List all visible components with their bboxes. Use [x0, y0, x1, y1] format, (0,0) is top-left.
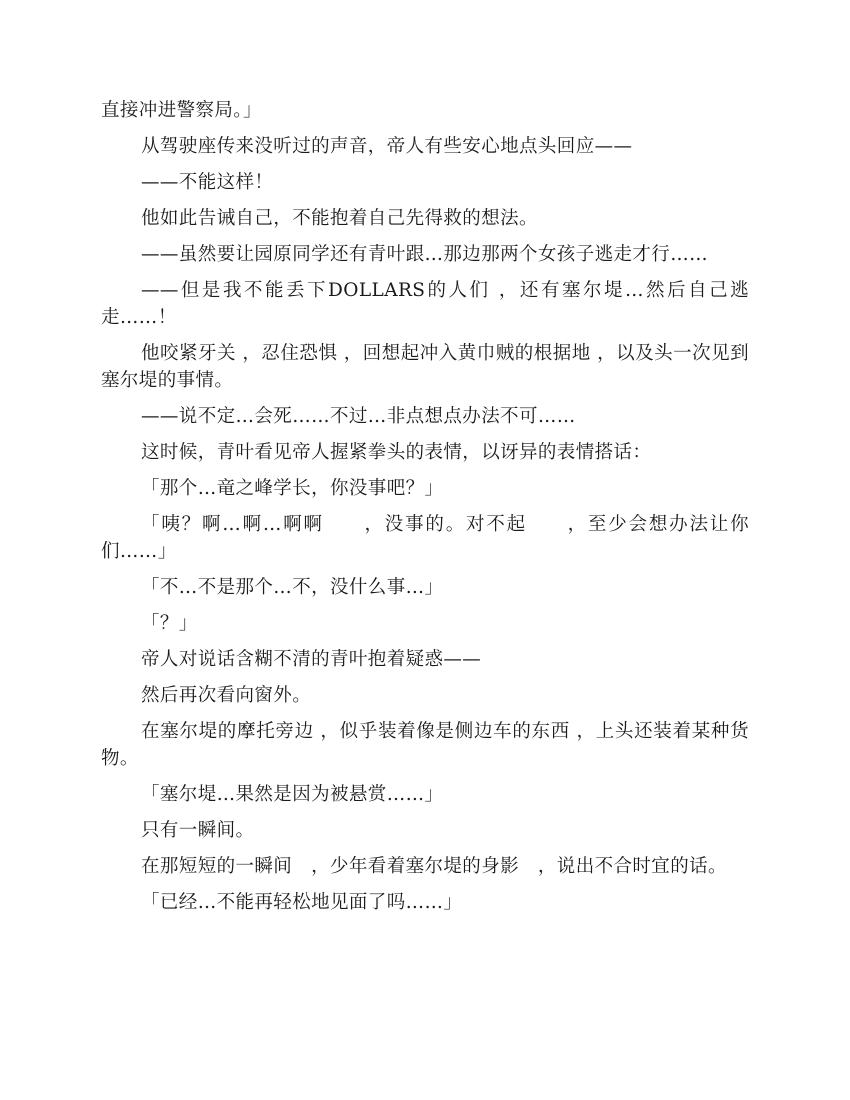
paragraph: 「？」	[141, 613, 198, 634]
paragraph: 他咬紧牙关 ，忍住恐惧 ，回想起冲入黄巾贼的根据地 ，以及头一次见到塞尔堤的事情。	[101, 343, 749, 391]
paragraph: 只有一瞬间。	[141, 820, 255, 841]
paragraph: 「不…不是那个…不，没什么事…」	[141, 577, 444, 598]
paragraph: 帝人对说话含糊不清的青叶抱着疑惑——	[141, 649, 482, 670]
paragraph: ——不能这样！	[141, 172, 274, 193]
document-page	[101, 97, 749, 925]
paragraph: ——虽然要让园原同学还有青叶跟…那边那两个女孩子逃走才行……	[141, 244, 709, 265]
paragraph: 他如此告诫自己，不能抱着自己先得救的想法。	[141, 208, 538, 229]
paragraph: ——但是我不能丢下DOLLARS的人们 ，还有塞尔堤…然后自己逃走……！	[101, 280, 749, 328]
paragraph: 在那短短的一瞬间 ，少年看着塞尔堤的身影 ，说出不合时宜的话。	[141, 856, 727, 877]
paragraph: 这时候，青叶看见帝人握紧拳头的表情，以讶异的表情搭话：	[141, 442, 652, 463]
paragraph: 直接冲进警察局。」	[101, 100, 262, 121]
paragraph: 在塞尔堤的摩托旁边 ，似乎装着像是侧边车的东西 ，上头还装着某种货物。	[101, 721, 749, 769]
paragraph: 「塞尔堤…果然是因为被悬赏……」	[141, 784, 444, 805]
paragraph: 然后再次看向窗外。	[141, 685, 312, 706]
paragraph: 「已经…不能再轻松地见面了吗……」	[141, 892, 463, 913]
paragraph: 从驾驶座传来没听过的声音，帝人有些安心地点头回应——	[141, 136, 633, 157]
paragraph: ——说不定…会死……不过…非点想点办法不可……	[141, 406, 576, 427]
paragraph: 「咦？啊…啊…啊啊 ，没事的。对不起 ，至少会想办法让你们……」	[101, 514, 749, 562]
paragraph: 「那个…竜之峰学长，你没事吧？」	[141, 478, 444, 499]
